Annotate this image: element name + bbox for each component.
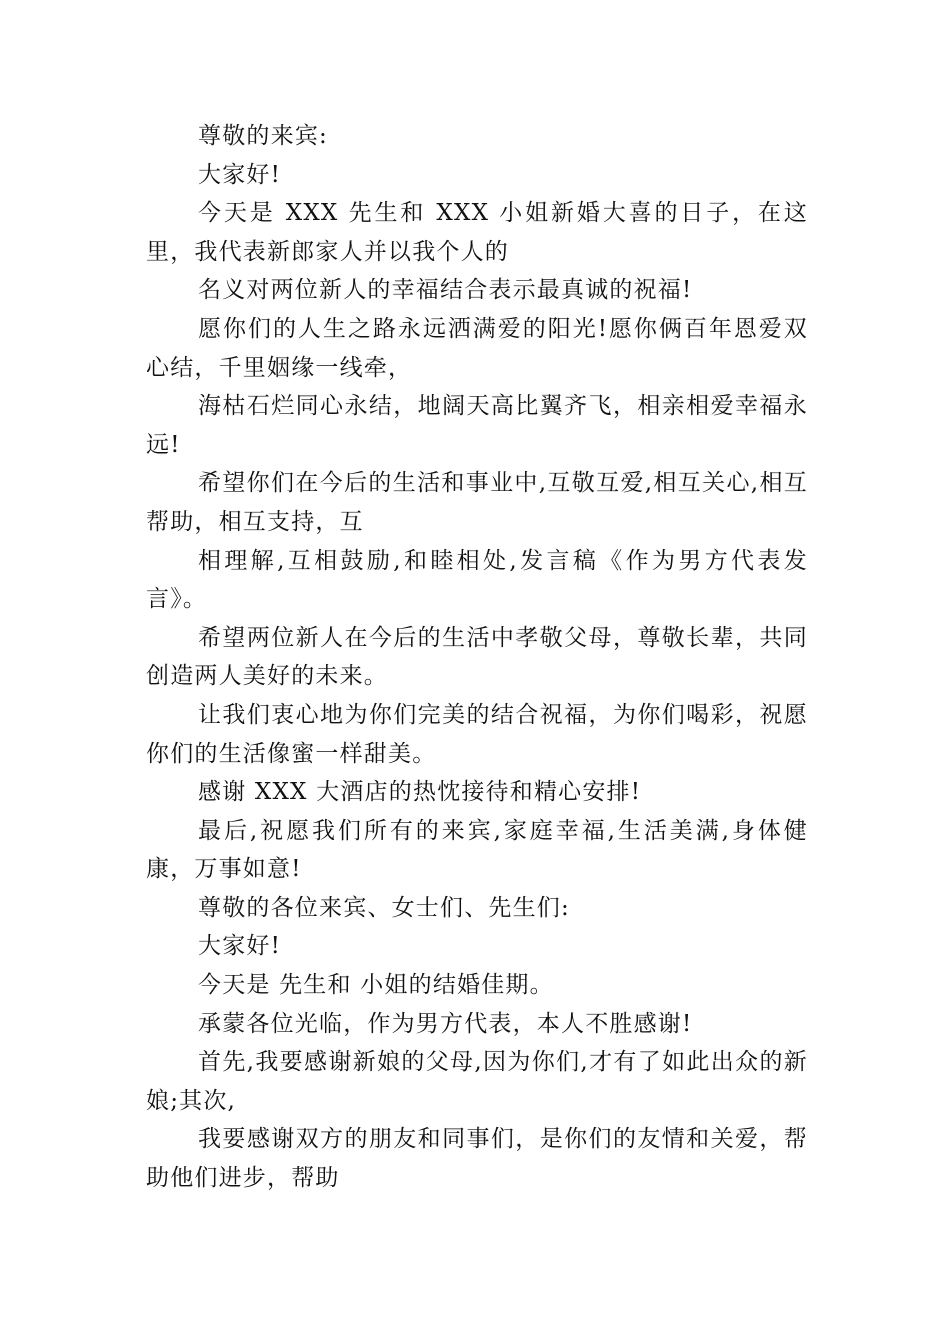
paragraph: 承蒙各位光临，作为男方代表，本人不胜感谢! [198, 1010, 693, 1037]
salutation: 尊敬的来宾: [198, 123, 328, 149]
paragraph: 最后,祝愿我们所有的来宾,家庭幸福,生活美满,身体健康，万事如意! [146, 817, 808, 883]
paragraph: 感谢 XXX 大酒店的热忱接待和精心安排! [198, 779, 642, 806]
greeting: 大家好! [198, 933, 282, 960]
paragraph: 海枯石烂同心永结，地阔天高比翼齐飞，相亲相爱幸福永远! [146, 393, 808, 458]
greeting: 大家好! [198, 161, 282, 188]
document-body [146, 117, 808, 1198]
paragraph: 我要感谢双方的朋友和同事们，是你们的友情和关爱，帮助他们进步，帮助 [146, 1126, 808, 1192]
paragraph: 今天是 先生和 小姐的结婚佳期。 [198, 972, 554, 999]
paragraph: 希望你们在今后的生活和事业中,互敬互爱,相互关心,相互帮助，相互支持，互 [146, 470, 808, 535]
paragraph: 今天是 XXX 先生和 XXX 小姐新婚大喜的日子，在这里，我代表新郎家人并以我个人的 [146, 200, 808, 265]
paragraph: 名义对两位新人的幸福结合表示最真诚的祝福! [198, 277, 693, 304]
paragraph: 首先,我要感谢新娘的父母,因为你们,才有了如此出众的新娘;其次, [146, 1049, 808, 1114]
salutation: 尊敬的各位来宾、女士们、先生们: [198, 894, 570, 921]
paragraph: 让我们衷心地为你们完美的结合祝福，为你们喝彩，祝愿你们的生活像蜜一样甜美。 [146, 701, 808, 767]
paragraph: 愿你们的人生之路永远洒满爱的阳光!愿你俩百年恩爱双心结，千里姻缘一线牵， [146, 315, 808, 381]
paragraph: 相理解,互相鼓励,和睦相处,发言稿《作为男方代表发言》。 [146, 547, 808, 613]
paragraph: 希望两位新人在今后的生活中孝敬父母，尊敬长辈，共同创造两人美好的未来。 [146, 624, 808, 690]
